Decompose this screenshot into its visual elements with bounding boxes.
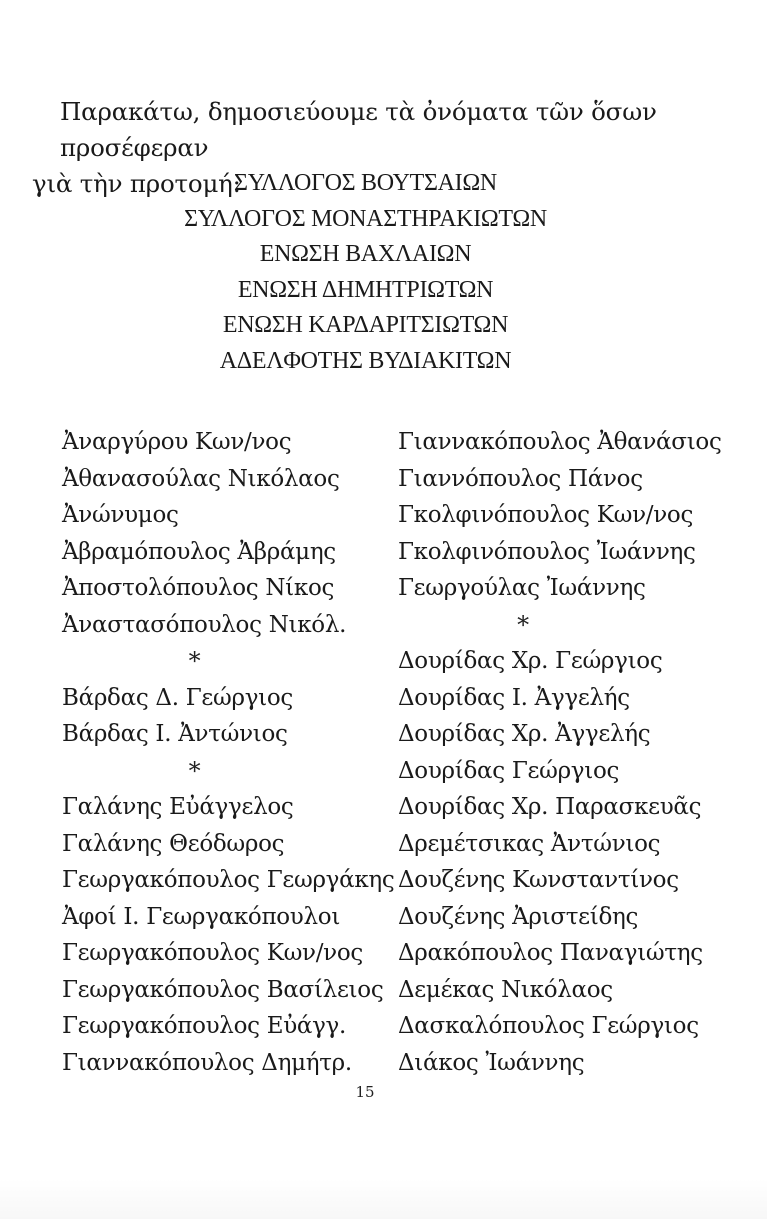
donor-name: Δεμέκας Νικόλαος [398,976,613,1003]
donor-name: Γεωργακόπουλος Εὐάγγ. [62,1013,347,1039]
organization-name: ΑΔΕΛΦΟΤΗΣ ΒΥΔΙΑΚΙΤΩΝ [219,347,512,374]
donor-name: Δουρίδας Χρ. Γεώργιος [398,648,663,674]
asterisk-separator-icon: * [517,610,529,639]
donor-name: Δουρίδας Γεώργιος [398,757,620,784]
donor-name: Δουρίδας Χρ. Παρασκευᾶς [398,794,702,820]
donor-name: Γεωργακόπουλος Κων/νος [62,940,363,966]
donor-name: Δουζένης Ἀριστείδης [398,903,639,930]
organization-name: ΕΝΩΣΗ ΔΗΜΗΤΡΙΩΤΩΝ [237,276,494,303]
donor-name: Γκολφινόπουλος Κων/νος [398,502,694,528]
donor-name: Δουρίδας Χρ. Ἀγγελής [398,721,651,747]
donor-name: Βάρδας Ι. Ἀντώνιος [62,721,288,747]
donor-name: Γιαννόπουλος Πάνος [398,465,643,492]
donor-list-left [62,424,395,1081]
donor-name: Βάρδας Δ. Γεώργιος [62,684,294,711]
donor-name: Γιαννακόπουλος Δημήτρ. [62,1049,352,1076]
donor-name: Ἀθανασούλας Νικόλαος [62,465,340,492]
donor-name: Ἀφοί Ι. Γεωργακόπουλοι [62,903,341,930]
page-number: 15 [355,1083,375,1101]
donor-name: Δρεμέτσικας Ἀντώνιος [398,830,661,857]
organization-name: ΣΥΛΛΟΓΟΣ ΜΟΝΑΣΤΗΡΑΚΙΩΤΩΝ [184,205,547,232]
intro-line-1: Παρακάτω, δημοσιεύουμε τὰ ὀνόματα τῶν ὅσων προσέφεραν [60,97,657,162]
asterisk-separator-icon: * [188,756,201,785]
scan-bottom-edge [0,1179,767,1219]
donor-name: Δουρίδας Ι. Ἀγγελής [398,684,630,711]
donor-name: Δουζένης Κωνσταντίνος [398,867,679,893]
organization-name: ΣΥΛΛΟΓΟΣ ΒΟΥΤΣΑΙΩΝ [234,170,497,196]
donor-name: Γιαννακόπουλος Ἀθανάσιος [398,429,722,455]
donor-name: Δασκαλόπουλος Γεώργιος [398,1013,699,1039]
organization-name: ΕΝΩΣΗ ΚΑΡΔΑΡΙΤΣΙΩΤΩΝ [222,312,509,338]
intro-line-2: γιὰ τὴν προτομή: [32,169,241,198]
asterisk-separator-icon: * [188,647,201,675]
donor-name: Γεωργακόπουλος Γεωργάκης [62,867,395,893]
donor-name: Ἀναστασόπουλος Νικόλ. [62,611,347,638]
donor-name: Δρακόπουλος Παναγιώτης [398,940,703,966]
donor-name: Ἀποστολόπουλος Νίκος [62,575,335,601]
donor-name: Ἀνώνυμος [62,502,179,528]
organization-name: ΕΝΩΣΗ ΒΑΧΛΑΙΩΝ [259,241,472,267]
donor-name: Γαλάνης Εὐάγγελος [62,794,294,820]
organizations-list [0,166,767,379]
donor-name: Γεωργακόπουλος Βασίλειος [62,976,384,1003]
donor-name: Γαλάνης Θεόδωρος [62,830,285,857]
donor-list-right [398,424,728,1081]
donor-name: Ἀναργύρου Κων/νος [62,429,292,455]
donor-name: Γκολφινόπουλος Ἰωάννης [398,538,696,565]
donor-name: Διάκος Ἰωάννης [398,1049,585,1076]
donor-name: Γεωργούλας Ἰωάννης [398,575,646,601]
donor-name: Ἀβραμόπουλος Ἀβράμης [62,538,336,565]
